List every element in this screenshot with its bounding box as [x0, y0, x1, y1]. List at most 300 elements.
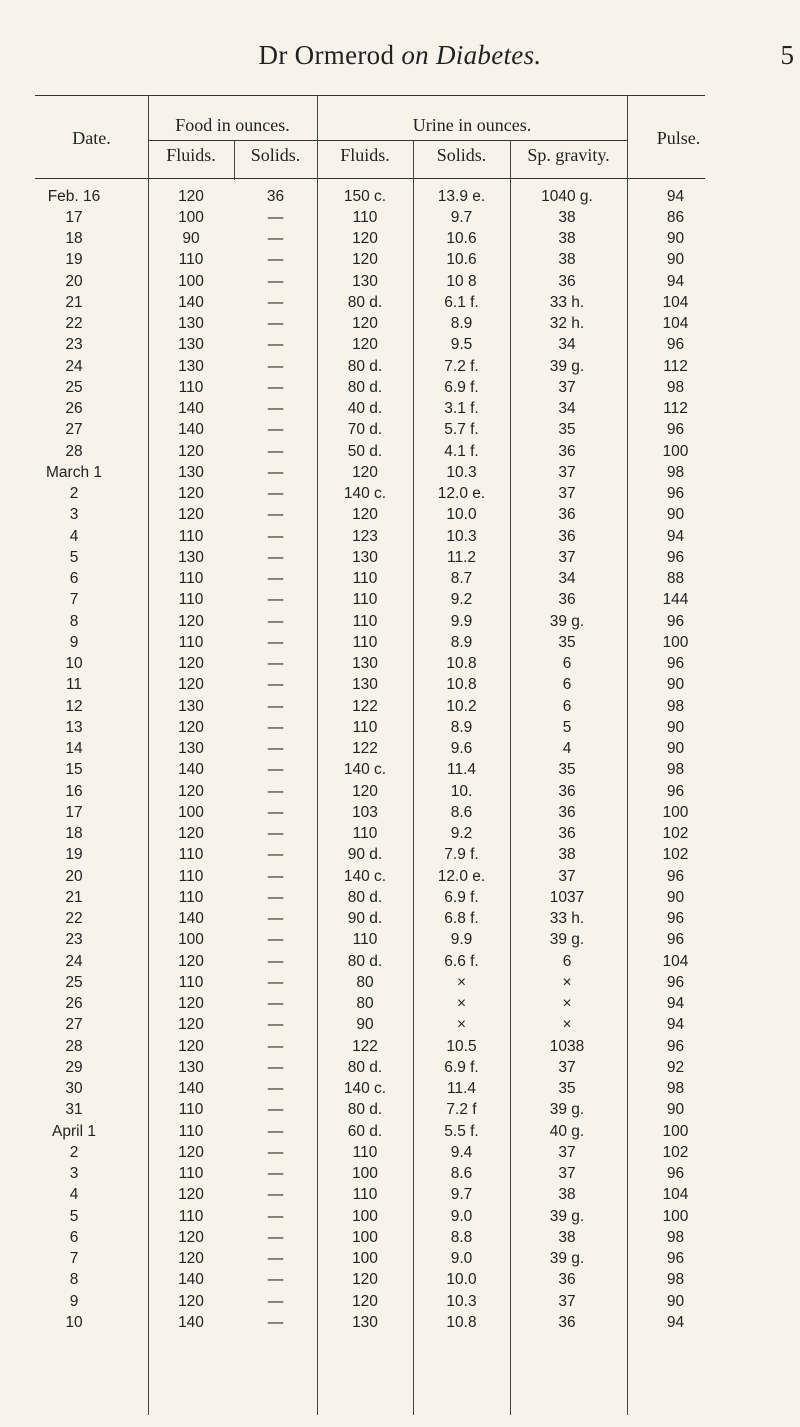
food-fluids-cell: 120 — [178, 612, 204, 630]
date-cell: 27 — [65, 1016, 83, 1034]
urine-group-header: Urine in ounces. — [412, 115, 532, 135]
food-fluids-cell: 110 — [178, 1207, 204, 1225]
gravity-cell: 6 — [562, 676, 572, 694]
food-solids-cell: — — [267, 740, 284, 758]
urine-fluids-cell: 130 — [352, 676, 378, 694]
urine-solids-cell: 4.1 f. — [444, 442, 479, 460]
urine-fluids-cell: 110 — [352, 612, 378, 630]
table-row — [0, 1249, 727, 1270]
table-top-rule — [35, 95, 705, 96]
table-row — [0, 1227, 727, 1248]
table-row — [0, 462, 727, 483]
food-fluids-cell: 110 — [178, 251, 204, 269]
pulse-cell: 96 — [666, 548, 685, 566]
food-fluids-cell: 120 — [178, 825, 204, 843]
title-on: on — [401, 40, 429, 70]
urine-fluids-cell: 140 c. — [343, 761, 387, 779]
table-row — [0, 377, 727, 398]
urine-fluids-cell: 80 — [356, 995, 374, 1013]
table-row — [0, 1142, 727, 1163]
page-header — [0, 40, 800, 76]
pulse-cell: 100 — [662, 803, 689, 821]
urine-fluids-cell: 122 — [352, 697, 378, 715]
urine-solids-cell: 6.8 f. — [444, 910, 479, 928]
urine-fluids-cell: 123 — [352, 527, 378, 545]
food-fluids-cell: 120 — [178, 718, 204, 736]
urine-fluids-cell: 120 — [352, 506, 378, 524]
urine-fluids-cell: 100 — [352, 1228, 378, 1246]
table-row — [0, 696, 727, 717]
urine-fluids-cell: 120 — [352, 315, 378, 333]
date-cell: 5 — [69, 1207, 79, 1225]
urine-solids-cell: 10.3 — [446, 527, 477, 545]
food-solids-cell: — — [267, 1080, 284, 1098]
food-fluids-cell: 110 — [178, 633, 204, 651]
food-solids-cell: — — [267, 1058, 284, 1076]
urine-solids-cell: 8.9 — [450, 718, 473, 736]
urine-fluids-cell: 100 — [352, 1250, 378, 1268]
gravity-cell: 33 h. — [549, 910, 585, 928]
date-cell: 11 — [65, 676, 83, 694]
food-group-rule — [148, 140, 317, 141]
urine-solids-cell: 9.2 — [450, 825, 473, 843]
gravity-cell: 39 g. — [549, 612, 585, 630]
food-fluids-cell: 110 — [178, 570, 204, 588]
date-cell: 2 — [69, 1143, 79, 1161]
gravity-cell: 39 g. — [549, 357, 585, 375]
date-cell: 29 — [65, 1058, 83, 1076]
gravity-cell: 40 g. — [549, 1122, 585, 1140]
pulse-cell: 90 — [666, 1292, 685, 1310]
date-cell: 16 — [65, 782, 83, 800]
food-solids-cell: — — [267, 1313, 284, 1331]
food-solids-cell: — — [267, 655, 284, 673]
table-row — [0, 207, 727, 228]
date-cell: 9 — [69, 1292, 79, 1310]
table-row — [0, 1206, 727, 1227]
table-row — [0, 356, 727, 377]
gravity-cell: 38 — [558, 846, 576, 864]
date-cell: 8 — [69, 612, 79, 630]
pulse-cell: 92 — [666, 1058, 685, 1076]
date-cell: 17 — [65, 803, 83, 821]
gravity-cell: 35 — [558, 421, 576, 439]
urine-fluids-cell: 122 — [352, 740, 378, 758]
food-fluids-cell: 130 — [178, 740, 204, 758]
gravity-cell: 5 — [562, 718, 572, 736]
table-row — [0, 250, 727, 271]
gravity-cell: 37 — [558, 485, 576, 503]
urine-solids-cell: 13.9 e. — [437, 187, 486, 205]
pulse-cell: 96 — [666, 655, 685, 673]
food-fluids-cell: 120 — [178, 995, 204, 1013]
date-cell: April 1 — [52, 1122, 96, 1140]
date-cell: 4 — [69, 527, 79, 545]
urine-fluids-cell: 120 — [352, 230, 378, 248]
table-row — [0, 1291, 727, 1312]
pulse-cell: 112 — [663, 400, 688, 418]
table-row — [0, 1036, 727, 1057]
urine-solids-cell: 6.9 f. — [444, 1058, 479, 1076]
food-solids-cell: — — [267, 1207, 284, 1225]
gravity-cell: 32 h. — [549, 315, 585, 333]
table-row — [0, 335, 727, 356]
gravity-cell: 1040 g. — [541, 187, 593, 205]
table-row — [0, 314, 727, 335]
food-solids-cell: — — [267, 676, 284, 694]
date-cell: 25 — [65, 378, 83, 396]
date-cell: 22 — [65, 910, 83, 928]
date-cell: 3 — [69, 1165, 79, 1183]
urine-solids-cell: 6.6 f. — [444, 952, 479, 970]
food-solids-cell: — — [267, 612, 284, 630]
gravity-cell: 36 — [558, 825, 576, 843]
date-cell: 23 — [65, 336, 83, 354]
food-solids-cell: — — [267, 527, 284, 545]
pulse-cell: 98 — [666, 697, 685, 715]
pulse-cell: 96 — [666, 1165, 685, 1183]
date-cell: 2 — [69, 485, 79, 503]
food-fluids-cell: 140 — [178, 910, 204, 928]
gravity-cell: 4 — [562, 740, 572, 758]
food-solids-cell: — — [267, 803, 284, 821]
urine-fluids-cell: 80 d. — [347, 357, 383, 375]
gravity-cell: 36 — [558, 782, 576, 800]
date-cell: 6 — [69, 570, 79, 588]
table-body — [0, 186, 727, 1334]
date-cell: 12 — [65, 697, 83, 715]
urine-solids-cell: 10. — [450, 782, 473, 800]
food-solids-cell: — — [267, 952, 284, 970]
gravity-cell: 36 — [558, 442, 576, 460]
pulse-cell: 96 — [666, 1250, 685, 1268]
date-cell: 18 — [65, 230, 83, 248]
food-solids-cell: — — [267, 973, 284, 991]
urine-fluids-cell: 110 — [352, 570, 378, 588]
pulse-cell: 98 — [666, 761, 685, 779]
food-fluids-cell: 130 — [178, 463, 204, 481]
table-row — [0, 866, 727, 887]
urine-solids-cell: 9.0 — [450, 1207, 473, 1225]
date-cell: 23 — [65, 931, 83, 949]
pulse-cell: 94 — [666, 1016, 685, 1034]
pulse-cell: 112 — [663, 357, 688, 375]
urine-solids-cell: 10.0 — [446, 506, 477, 524]
pulse-cell: 94 — [666, 995, 685, 1013]
food-fluids-cell: 140 — [178, 761, 204, 779]
diabetes-data-table — [0, 186, 727, 1334]
urine-solids-cell: 8.6 — [450, 1165, 473, 1183]
pulse-cell: 100 — [662, 633, 689, 651]
gravity-cell: 33 h. — [549, 293, 585, 311]
table-row — [0, 632, 727, 653]
gravity-cell: 37 — [558, 1058, 576, 1076]
date-cell: 3 — [69, 506, 79, 524]
urine-group-rule — [317, 140, 627, 141]
food-fluids-cell: 110 — [178, 973, 204, 991]
urine-solids-cell: 10.8 — [446, 655, 477, 673]
gravity-cell: 34 — [558, 570, 576, 588]
food-fluids-cell: 120 — [178, 1292, 204, 1310]
pulse-cell: 96 — [666, 973, 685, 991]
pulse-cell: 90 — [666, 740, 685, 758]
urine-solids-cell: 9.4 — [450, 1143, 473, 1161]
food-solids-cell: — — [267, 591, 284, 609]
urine-fluids-cell: 80 d. — [347, 952, 383, 970]
food-fluids-cell: 120 — [178, 782, 204, 800]
gravity-cell: 1037 — [549, 888, 585, 906]
urine-fluids-cell: 122 — [352, 1037, 378, 1055]
urine-solids-cell: 11.4 — [446, 761, 477, 779]
table-row — [0, 590, 727, 611]
date-cell: 31 — [65, 1101, 83, 1119]
food-fluids-cell: 110 — [178, 378, 204, 396]
food-fluids-cell: 130 — [178, 697, 204, 715]
table-row — [0, 1100, 727, 1121]
food-fluids-cell: 120 — [178, 1143, 204, 1161]
urine-fluids-cell: 80 d. — [347, 1101, 383, 1119]
gravity-cell: 34 — [558, 336, 576, 354]
table-row — [0, 229, 727, 250]
food-fluids-cell: 140 — [178, 1271, 204, 1289]
date-cell: 9 — [69, 633, 79, 651]
urine-fluids-cell: 120 — [352, 1271, 378, 1289]
food-fluids-cell: 120 — [178, 1228, 204, 1246]
table-row — [0, 887, 727, 908]
urine-solids-cell: 5.5 f. — [444, 1122, 479, 1140]
urine-fluids-cell: 80 d. — [347, 378, 383, 396]
gravity-cell: 38 — [558, 230, 576, 248]
pulse-cell: 100 — [662, 1122, 689, 1140]
food-fluids-cell: 120 — [178, 655, 204, 673]
food-solids-cell: — — [267, 1016, 284, 1034]
pulse-cell: 102 — [662, 1143, 689, 1161]
urine-fluids-cell: 90 d. — [347, 846, 383, 864]
table-row — [0, 399, 727, 420]
gravity-cell: 38 — [558, 1228, 576, 1246]
food-group-header: Food in ounces. — [175, 115, 290, 135]
date-cell: 14 — [65, 740, 83, 758]
date-cell: 5 — [69, 548, 79, 566]
urine-fluids-cell: 120 — [352, 463, 378, 481]
pulse-cell: 98 — [666, 463, 685, 481]
food-solids-cell: — — [267, 421, 284, 439]
date-cell: 17 — [65, 208, 83, 226]
food-solids-cell: — — [267, 995, 284, 1013]
date-cell: 22 — [65, 315, 83, 333]
table-row — [0, 186, 727, 207]
date-cell: 19 — [65, 846, 83, 864]
table-row — [0, 1312, 727, 1333]
table-row — [0, 1121, 727, 1142]
pulse-cell: 98 — [666, 1080, 685, 1098]
table-row — [0, 972, 727, 993]
urine-solids-cell: 12.0 e. — [437, 485, 486, 503]
food-fluids-cell: 120 — [178, 187, 204, 205]
gravity-cell: 38 — [558, 1186, 576, 1204]
food-solids-cell: — — [267, 485, 284, 503]
date-cell: 8 — [69, 1271, 79, 1289]
table-row — [0, 760, 727, 781]
gravity-cell: 6 — [562, 697, 572, 715]
date-cell: 10 — [65, 655, 83, 673]
header-bottom-rule — [35, 178, 705, 179]
pulse-cell: 94 — [666, 1313, 685, 1331]
urine-solids-cell: 6.9 f. — [444, 888, 479, 906]
table-row — [0, 951, 727, 972]
urine-solids-cell: 10 8 — [446, 272, 477, 290]
date-cell: 30 — [65, 1080, 83, 1098]
food-solids-cell: — — [267, 315, 284, 333]
urine-solids-cell: 10.2 — [446, 697, 477, 715]
urine-solids-cell: 3.1 f. — [444, 400, 479, 418]
urine-solids-cell: 7.9 f. — [444, 846, 479, 864]
pulse-cell: 90 — [666, 506, 685, 524]
urine-solids-cell: × — [456, 1016, 467, 1034]
food-fluids-cell: 110 — [178, 527, 204, 545]
urine-solids-cell: 10.8 — [446, 676, 477, 694]
food-solids-cell: — — [267, 718, 284, 736]
food-fluids-cell: 120 — [178, 1186, 204, 1204]
pulse-cell: 94 — [666, 527, 685, 545]
gravity-cell: 35 — [558, 1080, 576, 1098]
food-solids-cell: — — [267, 931, 284, 949]
date-cell: 24 — [65, 357, 83, 375]
date-cell: 19 — [65, 251, 83, 269]
food-solids-cell: — — [267, 548, 284, 566]
gravity-cell: 36 — [558, 1313, 576, 1331]
table-row — [0, 909, 727, 930]
urine-fluids-cell: 110 — [352, 591, 378, 609]
date-cell: 24 — [65, 952, 83, 970]
urine-fluids-cell: 80 d. — [347, 1058, 383, 1076]
pulse-cell: 88 — [666, 570, 685, 588]
table-row — [0, 484, 727, 505]
pulse-cell: 98 — [666, 1271, 685, 1289]
date-cell: 28 — [65, 1037, 83, 1055]
urine-fluids-cell: 110 — [352, 208, 378, 226]
gravity-cell: 37 — [558, 1143, 576, 1161]
table-row — [0, 505, 727, 526]
food-fluids-cell: 120 — [178, 952, 204, 970]
food-fluids-cell: 130 — [178, 357, 204, 375]
urine-fluids-cell: 110 — [352, 1186, 378, 1204]
food-fluids-cell: 110 — [178, 1122, 204, 1140]
table-row — [0, 420, 727, 441]
urine-fluids-cell: 100 — [352, 1165, 378, 1183]
food-fluids-cell: 140 — [178, 400, 204, 418]
date-cell: 7 — [69, 1250, 79, 1268]
date-cell: 26 — [65, 400, 83, 418]
pulse-cell: 96 — [666, 336, 685, 354]
running-title — [0, 40, 800, 71]
table-row — [0, 441, 727, 462]
urine-fluids-cell: 110 — [352, 825, 378, 843]
food-solids-cell: — — [267, 825, 284, 843]
food-solids-cell: — — [267, 463, 284, 481]
urine-fluids-cell: 110 — [352, 633, 378, 651]
food-solids-cell: — — [267, 357, 284, 375]
date-cell: 26 — [65, 995, 83, 1013]
urine-solids-cell: 9.5 — [450, 336, 473, 354]
pulse-cell: 90 — [666, 251, 685, 269]
urine-solids-cell: 9.9 — [450, 612, 473, 630]
urine-solids-cell: 8.9 — [450, 633, 473, 651]
urine-fluids-cell: 130 — [352, 655, 378, 673]
urine-solids-cell: × — [456, 973, 467, 991]
food-solids-cell: — — [267, 1037, 284, 1055]
urine-fluids-cell: 60 d. — [347, 1122, 383, 1140]
pulse-cell: 104 — [662, 952, 689, 970]
gravity-cell: 36 — [558, 506, 576, 524]
urine-fluids-cell: 130 — [352, 1313, 378, 1331]
table-row — [0, 739, 727, 760]
urine-fluids-cell: 140 c. — [343, 867, 387, 885]
date-cell: 13 — [65, 718, 83, 736]
date-cell: 21 — [65, 888, 83, 906]
urine-solids-cell: 8.8 — [450, 1228, 473, 1246]
urine-fluids-cell: 50 d. — [347, 442, 383, 460]
gravity-cell: 37 — [558, 548, 576, 566]
table-row — [0, 1079, 727, 1100]
pulse-cell: 98 — [666, 1228, 685, 1246]
food-fluids-cell: 110 — [178, 591, 204, 609]
urine-solids-cell: 6.1 f. — [444, 293, 479, 311]
food-solids-cell: — — [267, 230, 284, 248]
pulse-cell: 96 — [666, 782, 685, 800]
pulse-cell: 96 — [666, 867, 685, 885]
gravity-cell: 39 g. — [549, 1207, 585, 1225]
table-row — [0, 1185, 727, 1206]
table-row — [0, 654, 727, 675]
date-cell: 6 — [69, 1228, 79, 1246]
title-subject: Diabetes. — [436, 40, 542, 70]
urine-fluids-cell: 90 — [356, 1016, 374, 1034]
table-row — [0, 802, 727, 823]
food-solids-cell: — — [267, 1228, 284, 1246]
urine-solids-cell: 6.9 f. — [444, 378, 479, 396]
urine-solids-cell: 11.4 — [446, 1080, 477, 1098]
urine-fluids-cell: 100 — [352, 1207, 378, 1225]
food-solids-cell: — — [267, 782, 284, 800]
date-cell: 25 — [65, 973, 83, 991]
food-solids-cell: — — [267, 208, 284, 226]
gravity-cell: 39 g. — [549, 1250, 585, 1268]
food-solids-cell: — — [267, 251, 284, 269]
gravity-cell: 6 — [562, 655, 572, 673]
pulse-cell: 90 — [666, 676, 685, 694]
table-row — [0, 845, 727, 866]
food-solids-cell: — — [267, 1186, 284, 1204]
col-food-fluids-header: Fluids. — [166, 145, 216, 165]
urine-solids-cell: 10.6 — [446, 230, 477, 248]
pulse-cell: 94 — [666, 272, 685, 290]
table-row — [0, 526, 727, 547]
urine-fluids-cell: 90 d. — [347, 910, 383, 928]
table-row — [0, 1057, 727, 1078]
food-fluids-cell: 140 — [178, 421, 204, 439]
urine-solids-cell: 10.0 — [446, 1271, 477, 1289]
pulse-cell: 102 — [662, 846, 689, 864]
urine-fluids-cell: 120 — [352, 782, 378, 800]
urine-solids-cell: 10.3 — [446, 1292, 477, 1310]
table-row — [0, 1270, 727, 1291]
table-row — [0, 1164, 727, 1185]
urine-solids-cell: 5.7 f. — [444, 421, 479, 439]
urine-fluids-cell: 120 — [352, 1292, 378, 1310]
gravity-cell: 37 — [558, 1292, 576, 1310]
urine-fluids-cell: 80 — [356, 973, 374, 991]
